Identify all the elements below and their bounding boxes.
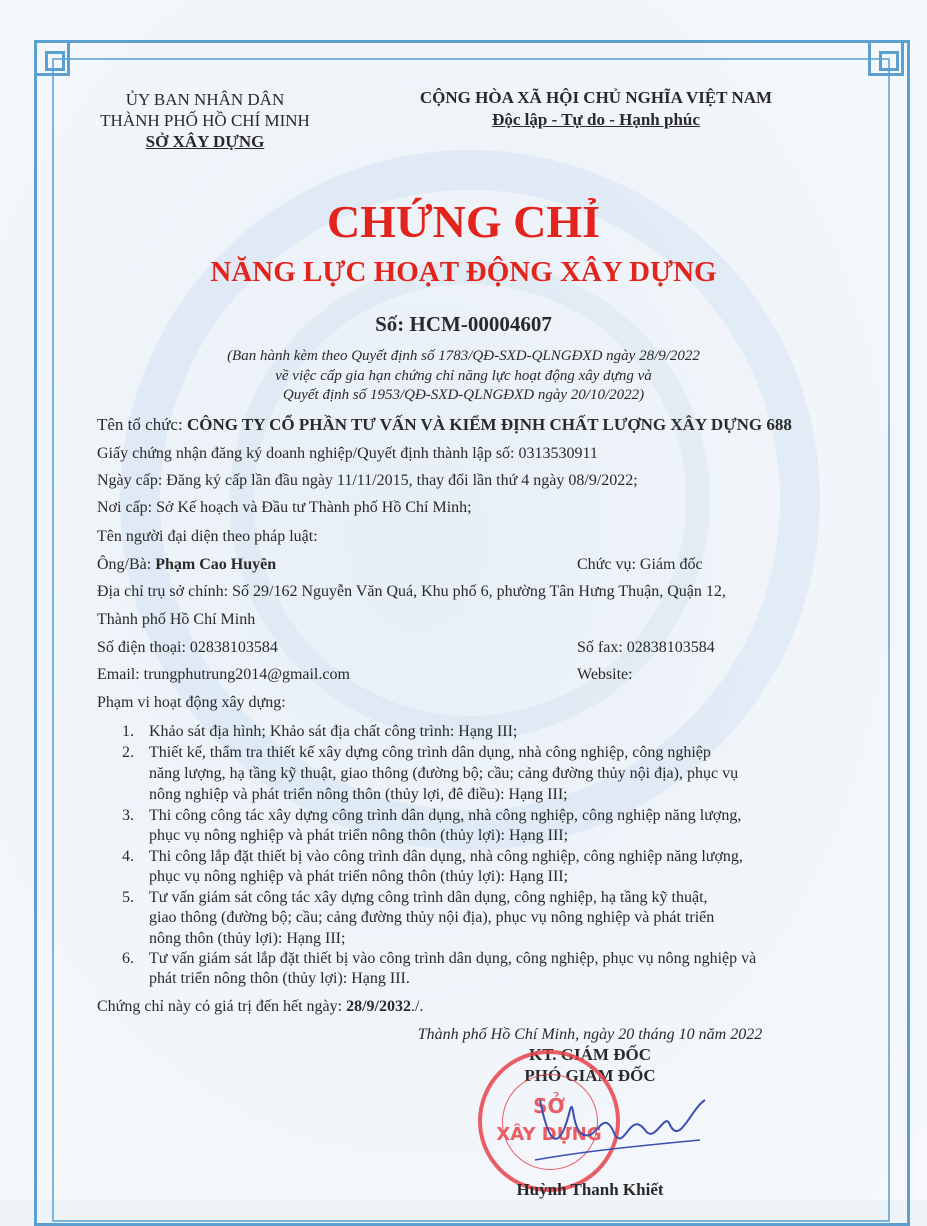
list-item: năng lượng, hạ tầng kỹ thuật, giao thông (đường bộ; cầu; cảng đường thủy nội địa), phục vụ <box>149 765 739 782</box>
issued-note-line: (Ban hành kèm theo Quyết định số 1783/QĐ-SXD-QLNGĐXD ngày 28/9/2022 <box>227 348 700 364</box>
rep-position: Chức vụ: Giám đốc <box>577 556 703 573</box>
list-number: 4. <box>122 848 134 865</box>
list-item: phục vụ nông nghiệp và phát triển nông thôn (thủy lợi): Hạng III; <box>149 868 569 885</box>
validity-suffix: ./. <box>410 998 424 1015</box>
list-item: Thi công công tác xây dựng công trình dân dụng, nhà công nghiệp, công nghiệp năng lượng, <box>149 807 742 824</box>
fax: Số fax: 02838103584 <box>577 639 715 656</box>
address-line2: Thành phố Hồ Chí Minh <box>97 611 256 628</box>
list-number: 5. <box>122 889 134 906</box>
list-item: phục vụ nông nghiệp và phát triển nông thôn (thủy lợi): Hạng III; <box>149 827 569 844</box>
corner-ornament-icon <box>868 40 904 76</box>
issued-note-line: về việc cấp gia hạn chứng chỉ năng lực hoạt động xây dựng và <box>275 368 652 384</box>
org-value: CÔNG TY CỔ PHẦN TƯ VẤN VÀ KIỂM ĐỊNH CHẤT LƯỢNG XÂY DỰNG 688 <box>186 415 792 434</box>
list-number: 2. <box>122 744 134 761</box>
phone: Số điện thoại: 02838103584 <box>97 639 278 656</box>
agency-line1: ỦY BAN NHÂN DÂN <box>125 90 285 109</box>
rep-prefix: Ông/Bà: <box>97 556 156 573</box>
list-item: Khảo sát địa hình; Khảo sát địa chất công trình: Hạng III; <box>149 723 518 740</box>
signer-title2: PHÓ GIÁM ĐỐC <box>524 1066 656 1085</box>
list-item: phát triển nông thôn (thủy lợi): Hạng III. <box>149 970 410 987</box>
website: Website: <box>577 666 633 683</box>
handwritten-signature <box>530 1090 710 1170</box>
scope-label: Phạm vi hoạt động xây dựng: <box>97 694 286 711</box>
certificate-number: Số: HCM-00004607 <box>375 312 552 336</box>
document-title: CHỨNG CHỈ <box>326 196 600 247</box>
validity <box>97 997 423 1017</box>
national-motto: Độc lập - Tự do - Hạnh phúc <box>492 110 700 129</box>
list-item: nông nghiệp và phát triển nông thôn (thủy lợi, đê điều): Hạng III; <box>149 786 568 803</box>
signer-title1: KT. GIÁM ĐỐC <box>529 1045 651 1064</box>
list-item: Thiết kế, thẩm tra thiết kế xây dựng công trình dân dụng, nhà công nghiệp, công nghiệp <box>149 744 711 761</box>
issued-note-line: Quyết định số 1953/QĐ-SXD-QLNGĐXD ngày 20/10/2022) <box>282 387 645 403</box>
list-number: 6. <box>122 950 134 967</box>
rep-label: Tên người đại diện theo pháp luật: <box>97 528 318 545</box>
list-item: giao thông (đường bộ; cầu; cảng đường thủy nội địa), phục vụ nông nghiệp và phát triển <box>149 909 715 926</box>
list-item: Thi công lắp đặt thiết bị vào công trình dân dụng, nhà công nghiệp, công nghiệp năng lượng, <box>149 848 743 865</box>
issue-date: Ngày cấp: Đăng ký cấp lần đầu ngày 11/11/2015, thay đổi lần thứ 4 ngày 08/9/2022; <box>97 472 638 489</box>
place-date: Thành phố Hồ Chí Minh, ngày 20 tháng 10 năm 2022 <box>417 1026 763 1043</box>
validity-date: 28/9/2032 <box>346 998 411 1015</box>
stamp-line1: SỞ <box>533 1094 565 1118</box>
stamp-line2: XÂY DỰNG <box>496 1124 602 1145</box>
address-line1: Địa chỉ trụ sở chính: Số 29/162 Nguyễn Văn Quá, Khu phố 6, phường Tân Hưng Thuận, Quận 12, <box>97 583 726 600</box>
list-number: 1. <box>122 723 134 740</box>
validity-label: Chứng chỉ này có giá trị đến hết ngày: <box>97 998 347 1015</box>
list-item: Tư vấn giám sát công tác xây dựng công trình dân dụng, công nghiệp, hạ tầng kỹ thuật, <box>149 889 708 906</box>
list-item: nông thôn (thủy lợi): Hạng III; <box>149 930 346 947</box>
list-item: Tư vấn giám sát lắp đặt thiết bị vào công trình dân dụng, công nghiệp, phục vụ nông nghiệp và <box>149 950 757 967</box>
national-title: CỘNG HÒA XÃ HỘI CHỦ NGHĨA VIỆT NAM <box>419 88 773 107</box>
issuer: Nơi cấp: Sở Kế hoạch và Đầu tư Thành phố Hồ Chí Minh; <box>97 499 472 516</box>
agency-line3: SỞ XÂY DỰNG <box>145 132 265 151</box>
document-subtitle: NĂNG LỰC HOẠT ĐỘNG XÂY DỰNG <box>210 256 717 288</box>
org-name <box>97 415 792 435</box>
agency-line2: THÀNH PHỐ HỒ CHÍ MINH <box>100 111 310 130</box>
corner-ornament-icon <box>34 40 70 76</box>
org-label: Tên tổ chức: <box>97 415 187 434</box>
rep-name-value: Phạm Cao Huyên <box>155 556 277 573</box>
business-reg: Giấy chứng nhận đăng ký doanh nghiệp/Quyết định thành lập số: 0313530911 <box>97 445 598 462</box>
rep-name <box>97 555 276 575</box>
signer-name: Huỳnh Thanh Khiết <box>516 1180 664 1199</box>
list-number: 3. <box>122 807 134 824</box>
email: Email: trungphutrung2014@gmail.com <box>97 666 350 683</box>
